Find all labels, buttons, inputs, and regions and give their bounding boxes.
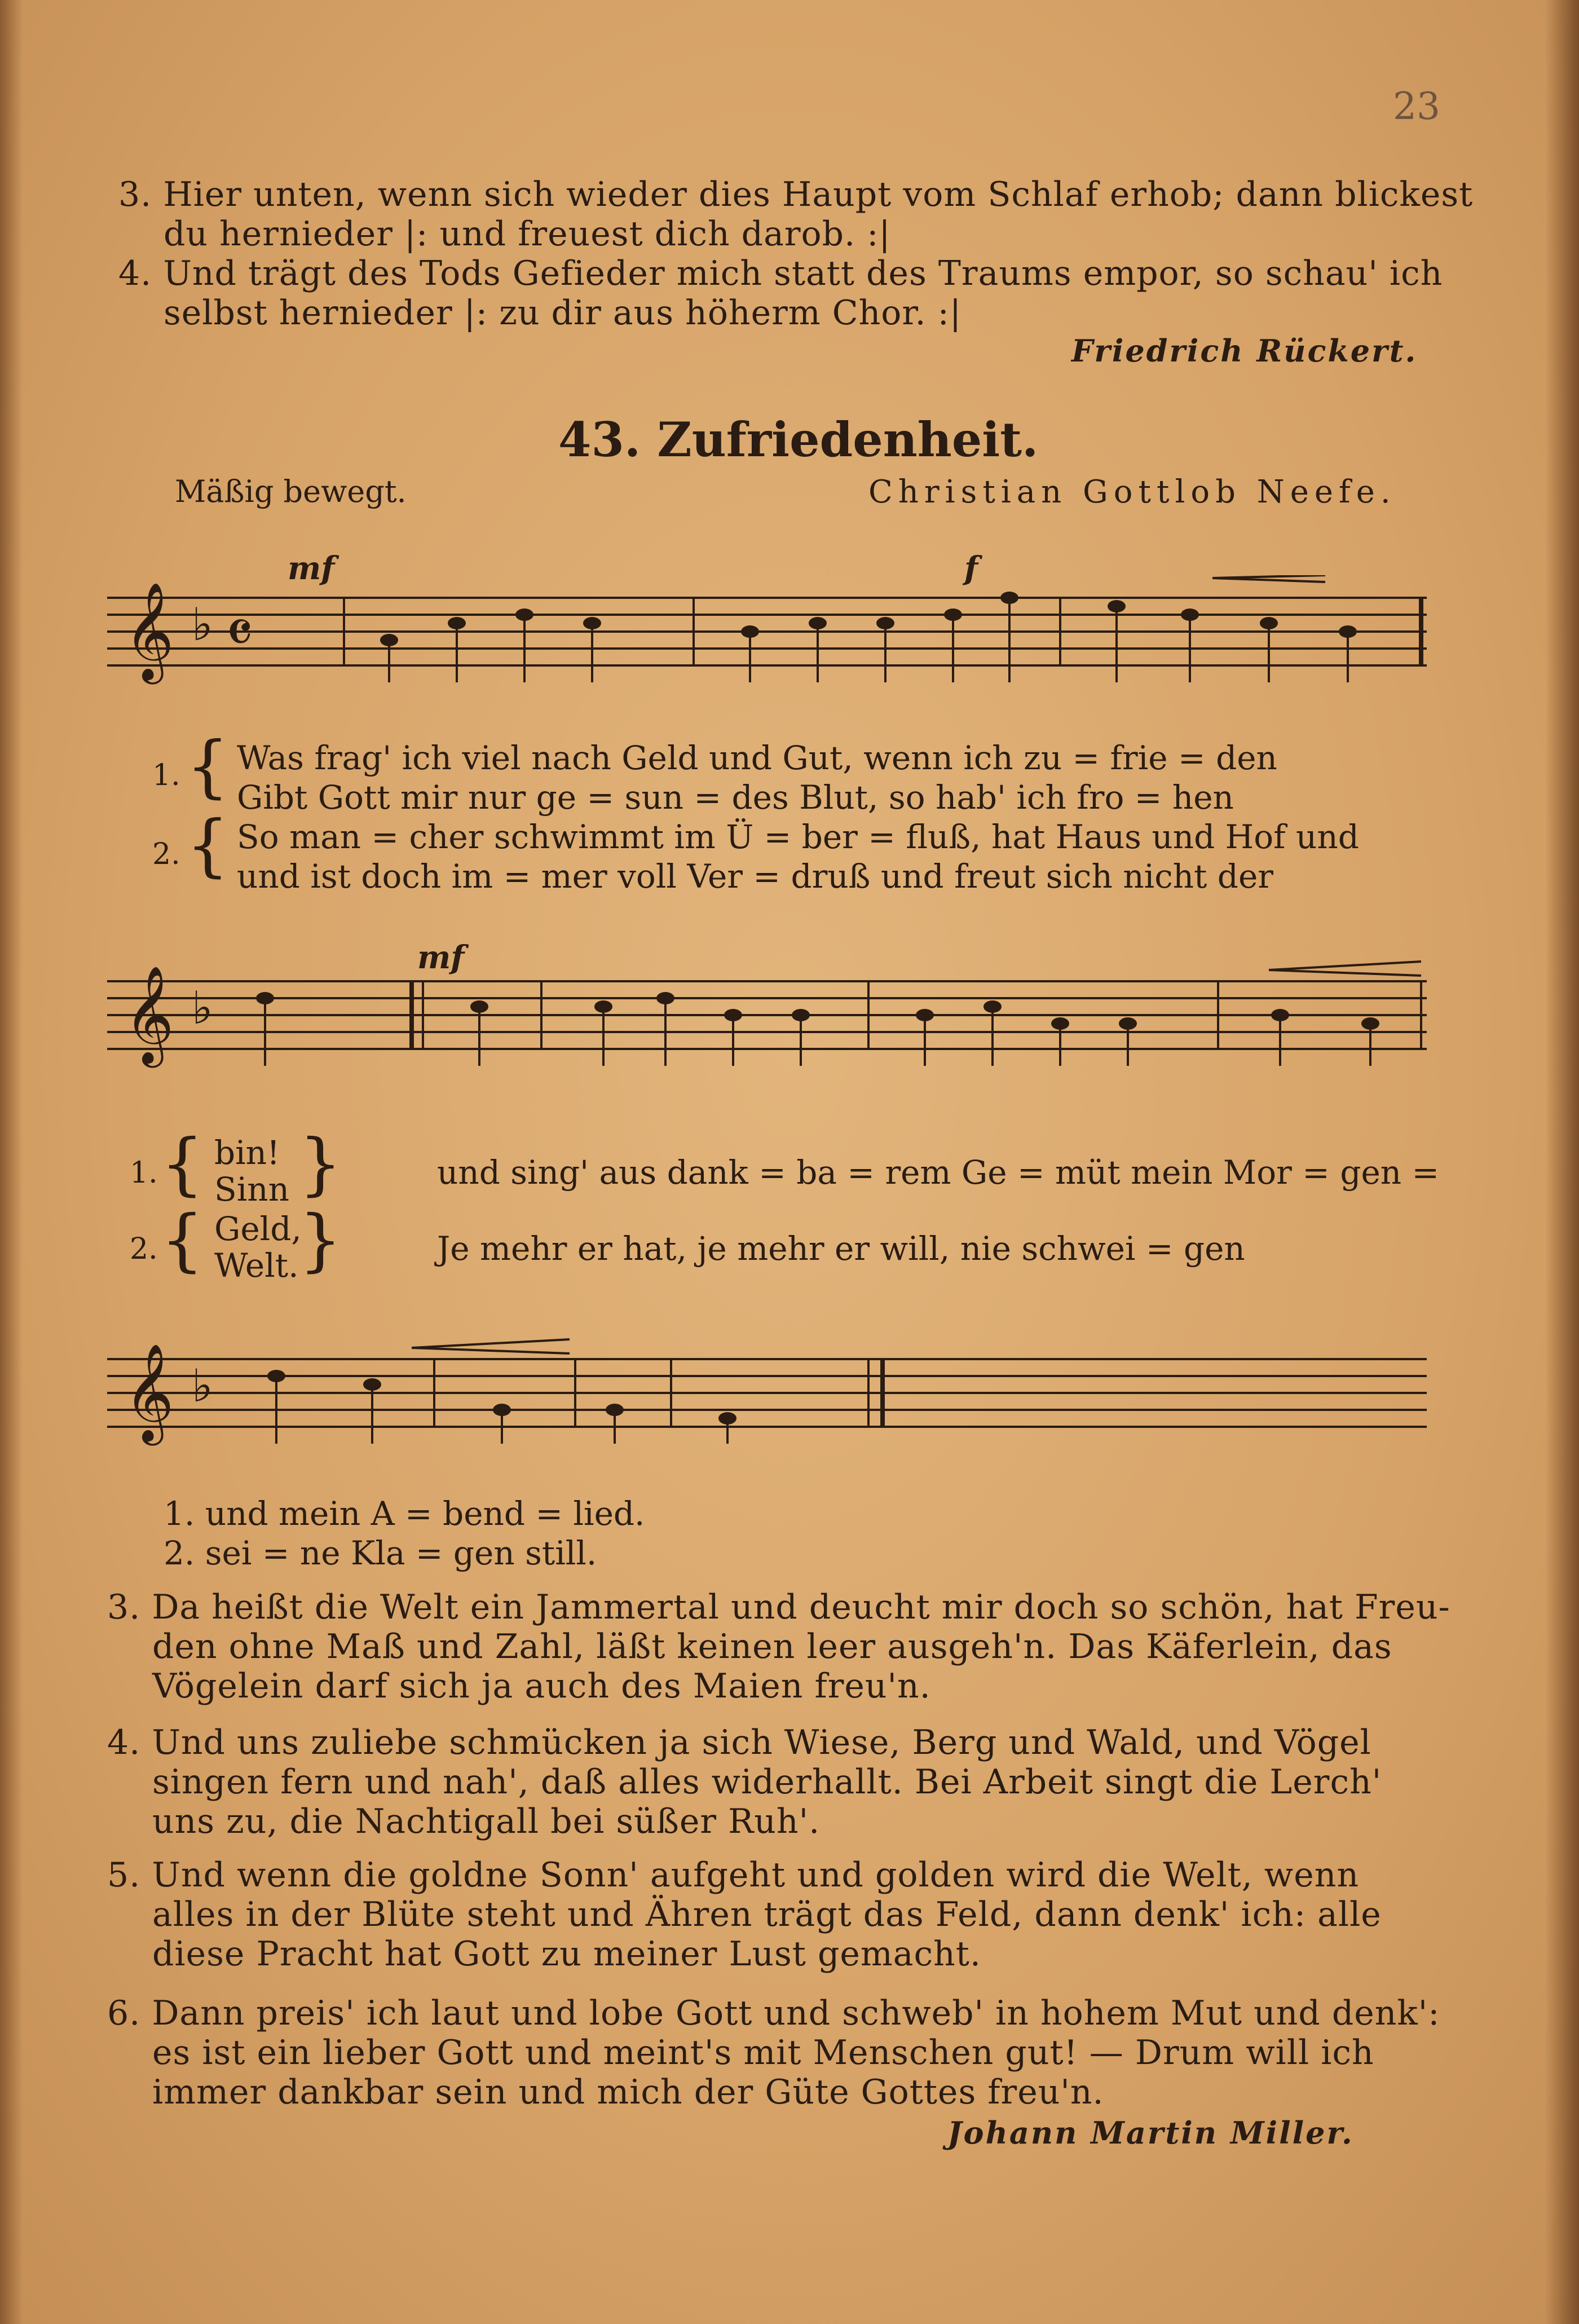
stanza-number-1b: 1.: [130, 1156, 158, 1190]
lyric-system1-line3: So man = cher schwimmt im Ü = ber = fluß, hat Haus und Hof und: [237, 818, 1359, 856]
music-staff-3: [107, 1337, 1427, 1449]
page-edge-left: [0, 0, 23, 2324]
music-staff-2: [107, 959, 1427, 1071]
dynamic-mf-2: mf: [417, 939, 465, 976]
svg-text:♭: ♭: [192, 598, 213, 651]
svg-text:♭: ♭: [192, 1360, 213, 1412]
music-staff-1: [107, 575, 1427, 688]
page-edge-right: [1545, 0, 1579, 2324]
verse-4-line-1: 4. Und uns zuliebe schmücken ja sich Wiese, Berg und Wald, und Vögel: [107, 1723, 1371, 1762]
verse-3-line-1: 3. Da heißt die Welt ein Jammertal und deucht mir doch so schön, hat Freu-: [107, 1587, 1450, 1627]
lyric-system2-word-sinn: Sinn: [214, 1170, 289, 1209]
stanza-number-1a: 1.: [152, 759, 180, 792]
brace-2c: }: [299, 1201, 342, 1280]
svg-text:𝄞: 𝄞: [124, 965, 174, 1064]
lyric-system1-line1: Was frag' ich viel nach Geld und Gut, wenn ich zu = frie = den: [237, 739, 1277, 777]
verse-6-line-1: 6. Dann preis' ich laut und lobe Gott und schweb' in hohem Mut und denk':: [107, 1994, 1440, 2033]
tempo-marking: Mäßig bewegt.: [175, 474, 407, 509]
verse-6-line-2: es ist ein lieber Gott und meint's mit Menschen gut! — Drum will ich: [152, 2033, 1374, 2072]
brace-1b: {: [161, 1125, 204, 1203]
page-number: 23: [1393, 85, 1440, 128]
brace-1c: }: [299, 1125, 342, 1203]
brace-2b: {: [161, 1201, 204, 1280]
prev-verse-3-line-2: du hernieder |: und freuest dich darob. :|: [164, 214, 891, 254]
verse-4-line-2: singen fern und nah', daß alles widerhallt. Bei Arbeit singt die Lerch': [152, 1762, 1382, 1802]
prev-verse-3-line-1: 3. Hier unten, wenn sich wieder dies Haupt vom Schlaf erhob; dann blickest: [118, 175, 1474, 214]
svg-text:𝄞: 𝄞: [124, 1343, 174, 1441]
lyric-system2-line1: und sing' aus dank = ba = rem Ge = müt mein Mor = gen =: [437, 1153, 1440, 1192]
prev-song-author: Friedrich Rückert.: [1071, 333, 1418, 369]
verse-5-line-1: 5. Und wenn die goldne Sonn' aufgeht und golden wird die Welt, wenn: [107, 1855, 1360, 1895]
composer: Christian Gottlob Neefe.: [868, 474, 1396, 510]
prev-verse-4-line-1: 4. Und trägt des Tods Gefieder mich statt des Traums empor, so schau' ich: [118, 254, 1443, 293]
dynamic-mf-1: mf: [288, 550, 335, 587]
verse-6-line-3: immer dankbar sein und mich der Güte Gottes freu'n.: [152, 2072, 1104, 2112]
lyric-system2-word-bin: bin!: [214, 1134, 280, 1172]
song-title: 43. Zufriedenheit.: [558, 412, 1039, 468]
svg-text:𝄞: 𝄞: [124, 582, 174, 680]
brace-2a: {: [186, 806, 230, 885]
dynamic-f: f: [964, 550, 978, 587]
verse-3-line-3: Vögelein darf sich ja auch des Maien freu'n.: [152, 1666, 931, 1706]
verse-5-line-3: diese Pracht hat Gott zu meiner Lust gemacht.: [152, 1934, 981, 1974]
lyric-system2-word-geld: Geld,: [214, 1210, 302, 1248]
verse-5-line-2: alles in der Blüte steht und Ähren trägt das Feld, dann denk' ich: alle: [152, 1895, 1382, 1934]
brace-1a: {: [186, 727, 230, 806]
lyric-system1-line4: und ist doch im = mer voll Ver = druß und freut sich nicht der: [237, 857, 1273, 896]
prev-verse-4-line-2: selbst hernieder |: zu dir aus höherm Chor. :|: [164, 293, 962, 333]
stanza-number-2a: 2.: [152, 837, 180, 871]
svg-text:♭: ♭: [192, 982, 213, 1034]
verse-4-line-3: uns zu, die Nachtigall bei süßer Ruh'.: [152, 1802, 821, 1841]
lyric-system1-line2: Gibt Gott mir nur ge = sun = des Blut, so hab' ich fro = hen: [237, 778, 1234, 817]
verse-3-line-2: den ohne Maß und Zahl, läßt keinen leer ausgeh'n. Das Käferlein, das: [152, 1627, 1392, 1666]
stanza-number-2b: 2.: [130, 1232, 158, 1266]
lyric-system3-line1: 1. und mein A = bend = lied.: [164, 1494, 645, 1533]
lyric-system3-line2: 2. sei = ne Kla = gen still.: [164, 1534, 597, 1572]
lyric-system2-word-welt: Welt.: [214, 1246, 299, 1285]
song-author: Johann Martin Miller.: [947, 2115, 1354, 2151]
lyric-system2-line2: Je mehr er hat, je mehr er will, nie schwei = gen: [437, 1229, 1245, 1268]
svg-text:𝄴: 𝄴: [226, 597, 254, 669]
